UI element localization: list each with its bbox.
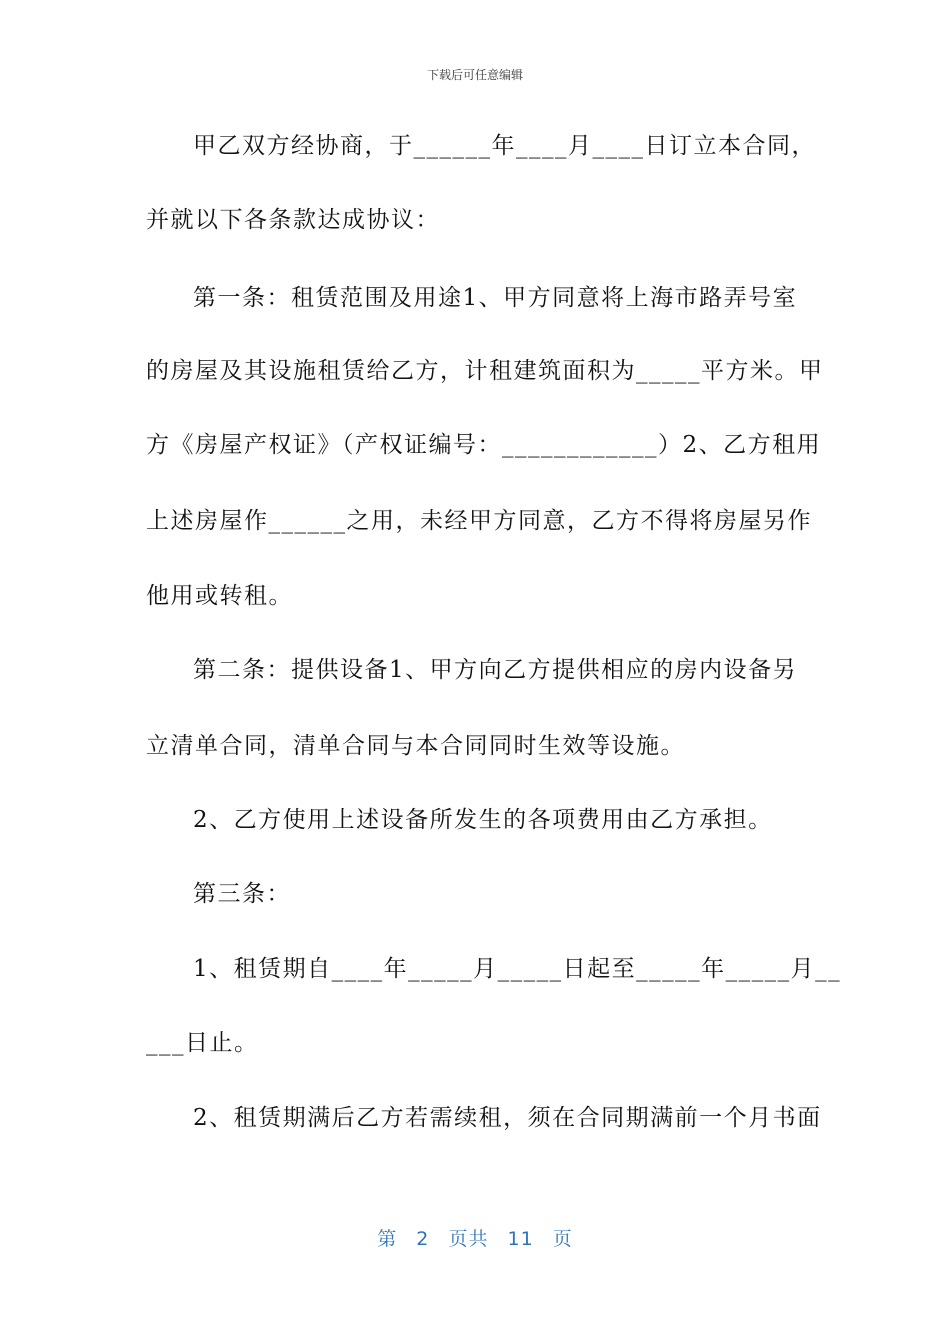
paragraph-line: 并就以下各条款达成协议：	[146, 207, 440, 233]
footer-suffix: 页	[552, 1228, 573, 1250]
paragraph-line: 2、租赁期满后乙方若需续租，须在合同期满前一个月书面	[193, 1105, 822, 1131]
paragraph-line: 第三条：	[193, 881, 291, 907]
page-footer	[0, 1224, 950, 1251]
paragraph-line: ___日止。	[146, 1030, 259, 1056]
footer-prefix: 第	[377, 1228, 398, 1250]
paragraph-line: 2、乙方使用上述设备所发生的各项费用由乙方承担。	[193, 807, 773, 833]
header-note: 下载后可任意编辑	[426, 68, 523, 82]
footer-page-number: 2	[416, 1228, 430, 1250]
paragraph-line: 上述房屋作______之用，未经甲方同意，乙方不得将房屋另作	[146, 508, 812, 534]
paragraph-line: 第二条：提供设备1、甲方向乙方提供相应的房内设备另	[193, 657, 798, 683]
paragraph-line: 第一条：租赁范围及用途1、甲方同意将上海市路弄号室	[193, 285, 798, 311]
paragraph-line: 他用或转租。	[146, 583, 293, 609]
paragraph-line: 的房屋及其设施租赁给乙方，计租建筑面积为_____平方米。甲	[146, 358, 824, 384]
paragraph-line: 甲乙双方经协商，于______年____月____日订立本合同，	[193, 133, 816, 159]
footer-total-pages: 11	[507, 1228, 534, 1250]
paragraph-line: 方《房屋产权证》（产权证编号：____________）2、乙方租用	[146, 432, 822, 458]
footer-middle: 页共	[448, 1228, 489, 1250]
paragraph-line: 1、租赁期自____年_____月_____日起至_____年_____月__	[193, 956, 842, 982]
paragraph-line: 立清单合同，清单合同与本合同同时生效等设施。	[146, 733, 685, 759]
